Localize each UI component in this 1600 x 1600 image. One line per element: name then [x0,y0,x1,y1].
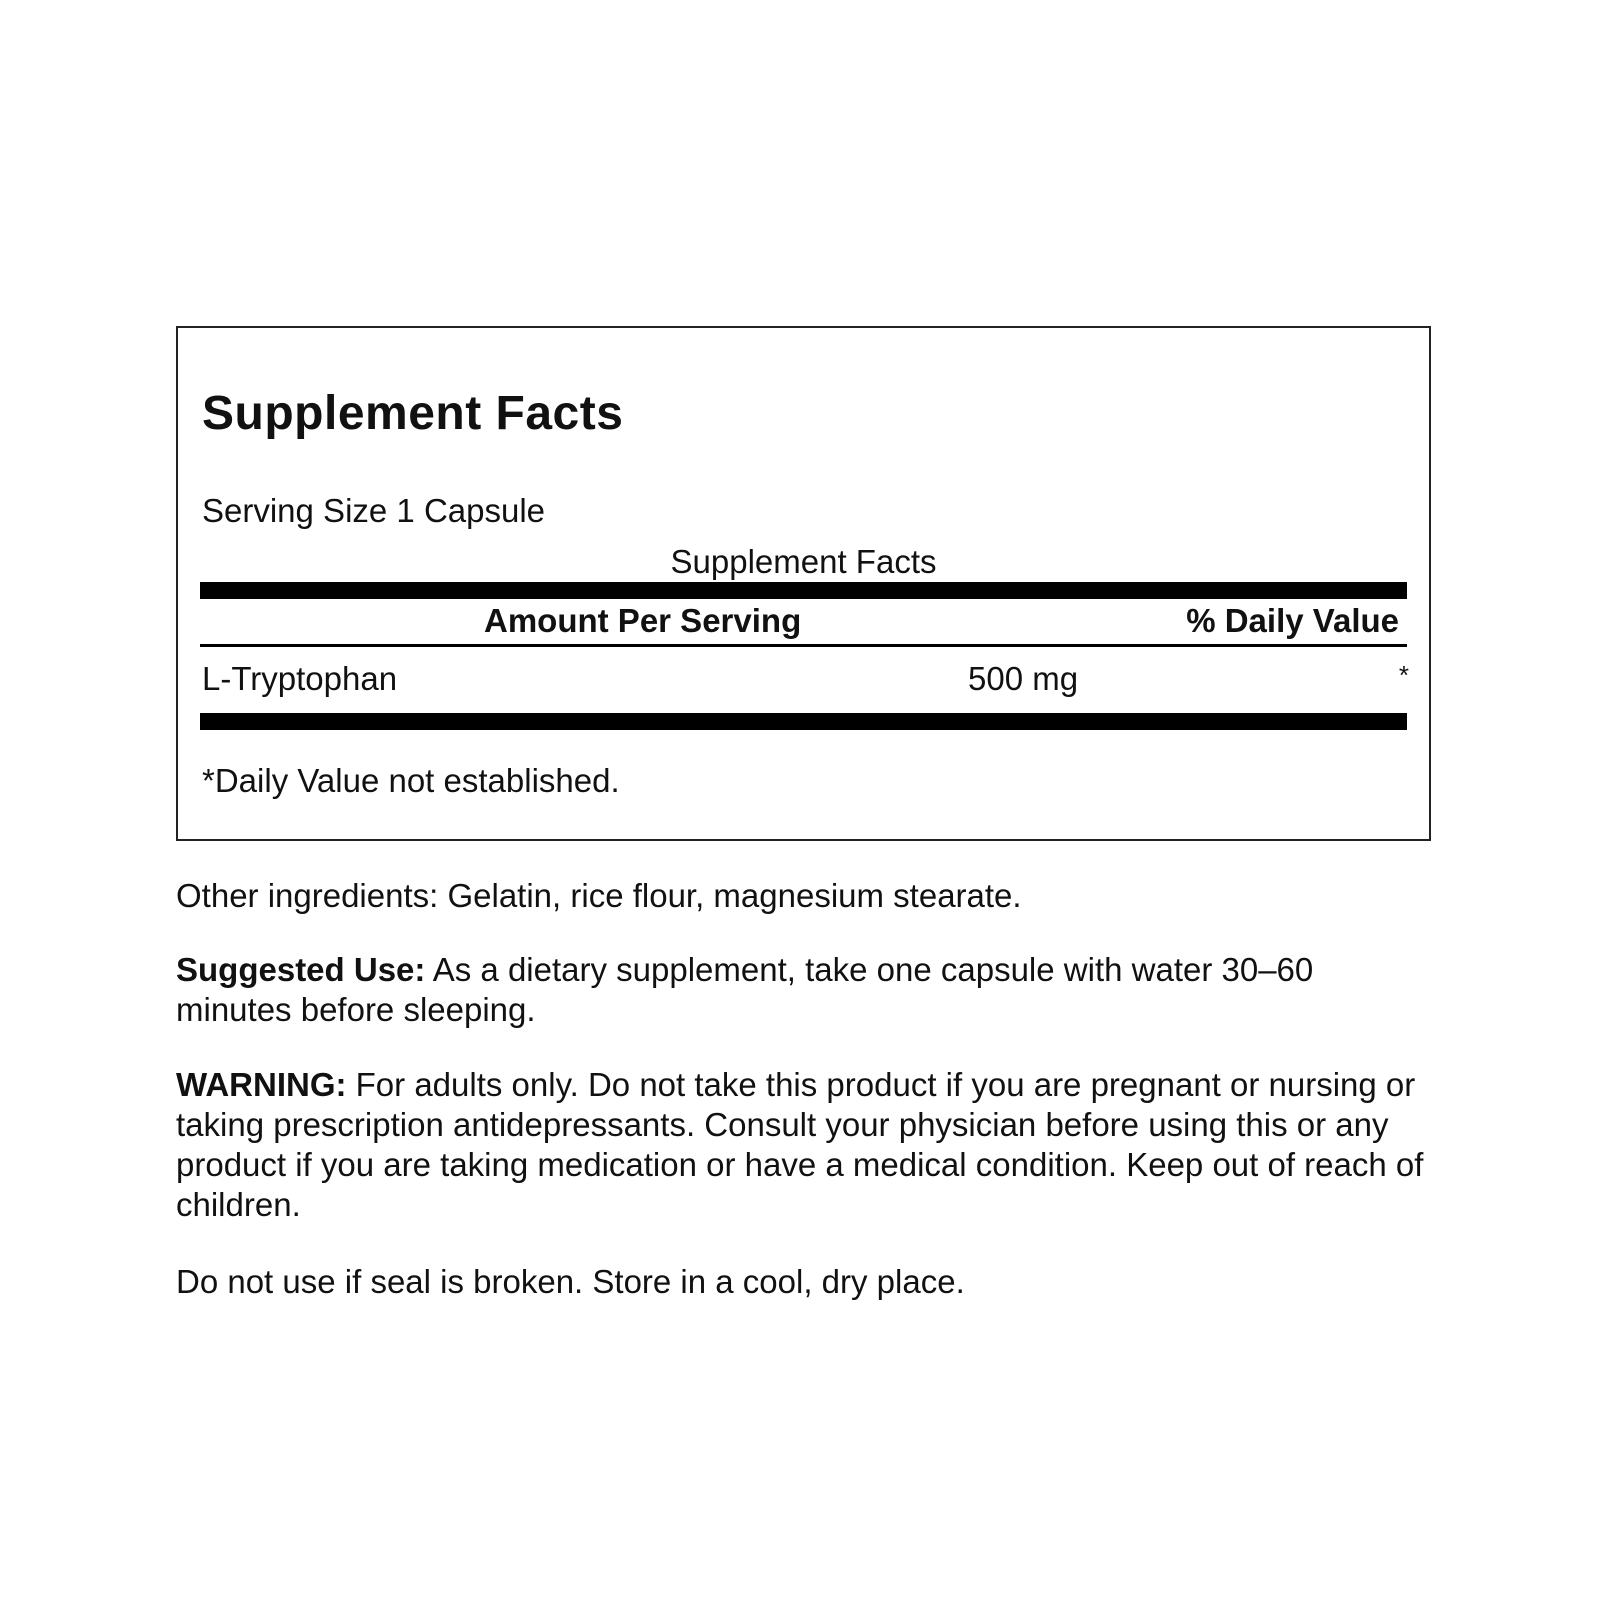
warning [176,1065,1436,1225]
thin-divider [200,644,1407,647]
nutrient-amount: 500 mg [968,660,1079,697]
facts-title: Supplement Facts [202,387,624,440]
nutrient-name: L-Tryptophan [202,660,398,697]
thick-divider-bottom [200,713,1407,730]
warning-label: WARNING: [176,1066,347,1103]
supplement-facts-panel [176,326,1431,841]
serving-size: Serving Size 1 Capsule [202,492,546,529]
header-amount-per-serving: Amount Per Serving [484,602,802,639]
warning-text: For adults only. Do not take this product if you are pregnant or nursing or taking prescription antidepressants. Consult your physician before using this or any product if you are taking medication or have a medical condition. Keep out of reach of children. [176,1066,1424,1223]
suggested-use-label: Suggested Use: [176,951,426,988]
storage-instructions: Do not use if seal is broken. Store in a cool, dry place. [176,1263,965,1300]
daily-value-footnote: *Daily Value not established. [202,762,620,799]
other-ingredients: Other ingredients: Gelatin, rice flour, magnesium stearate. [176,877,1022,914]
header-daily-value: % Daily Value [1186,602,1399,639]
thick-divider-top [200,582,1407,599]
suggested-use [176,950,1436,1030]
suggested-use-text: As a dietary supplement, take one capsule with water 30–60 minutes before sleeping. [176,951,1314,1028]
facts-caption: Supplement Facts [670,543,937,580]
nutrient-daily-value: * [1398,660,1409,690]
